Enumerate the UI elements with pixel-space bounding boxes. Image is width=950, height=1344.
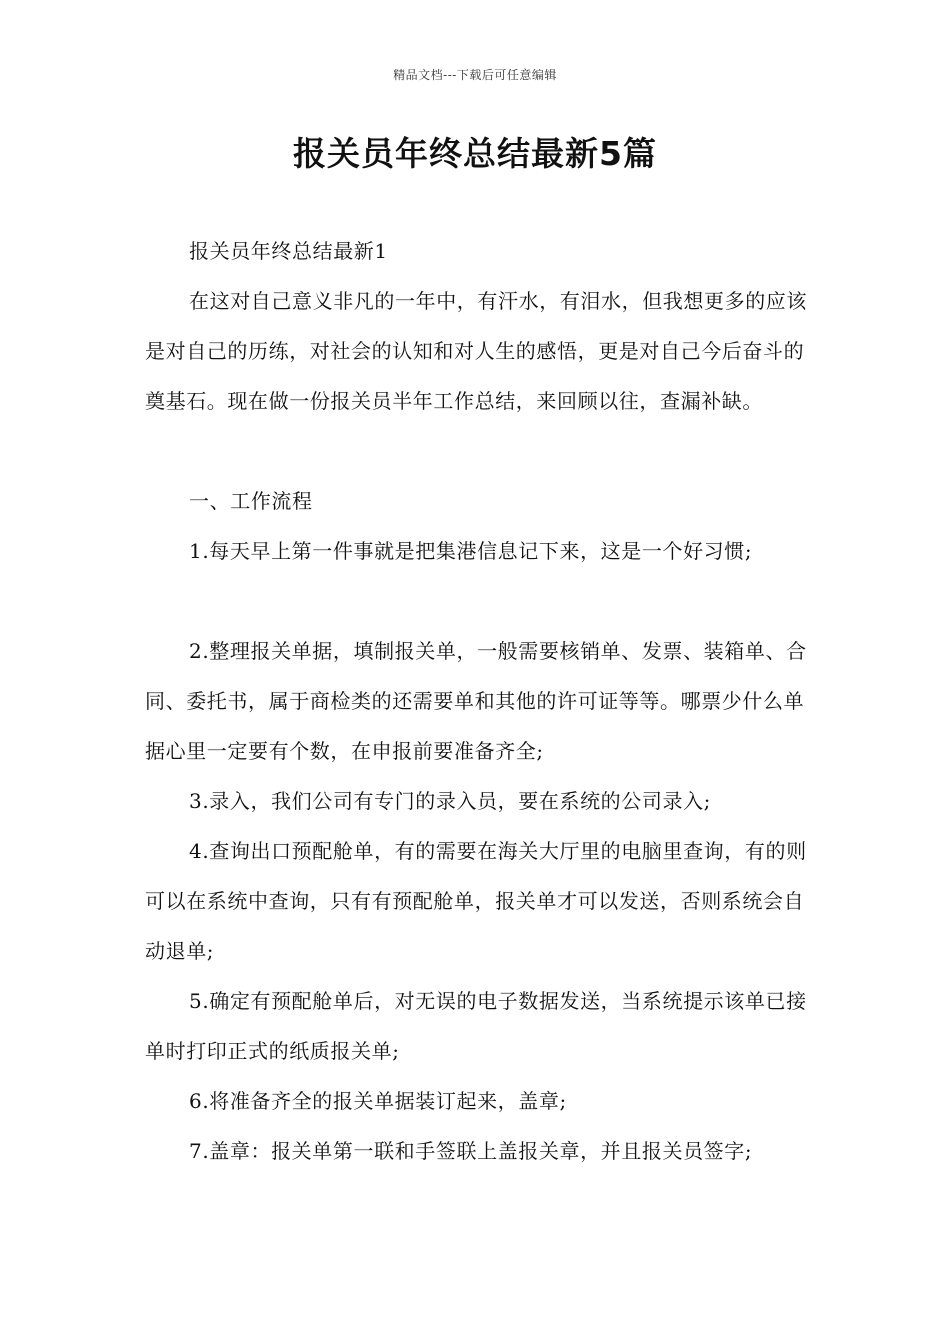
step-1: 1.每天早上第一件事就是把集港信息记下来，这是一个好习惯; — [189, 539, 753, 563]
intro-paragraph: 在这对自己意义非凡的一年中，有汗水，有泪水，但我想更多的应该是对自己的历练，对社会的认知和对人生的感悟，更是对自己今后奋斗的奠基石。现在做一份报关员半年工作总结，来回顾以往，查漏补缺。 — [145, 289, 807, 413]
step-3: 3.录入，我们公司有专门的录入员，要在系统的公司录入; — [189, 789, 712, 813]
step-4: 4.查询出口预配舱单，有的需要在海关大厅里的电脑里查询，有的则可以在系统中查询，只有有预配舱单，报关单才可以发送，否则系统会自动退单; — [145, 839, 807, 963]
step-2: 2.整理报关单据，填制报关单，一般需要核销单、发票、装箱单、合同、委托书，属于商检类的还需要单和其他的许可证等等。哪票少什么单据心里一定要有个数，在申报前要准备齐全; — [145, 639, 807, 763]
header-note: 精品文档---下载后可任意编辑 — [393, 68, 557, 82]
step-5: 5.确定有预配舱单后，对无误的电子数据发送，当系统提示该单已接单时打印正式的纸质报关单; — [145, 989, 807, 1063]
section-heading: 报关员年终总结最新1 — [189, 239, 388, 263]
step-6: 6.将准备齐全的报关单据装订起来，盖章; — [189, 1089, 567, 1113]
document-title: 报关员年终总结最新5篇 — [293, 134, 657, 173]
subheading-workflow: 一、工作流程 — [189, 489, 313, 513]
step-7: 7.盖章：报关单第一联和手签联上盖报关章，并且报关员签字; — [189, 1139, 753, 1163]
